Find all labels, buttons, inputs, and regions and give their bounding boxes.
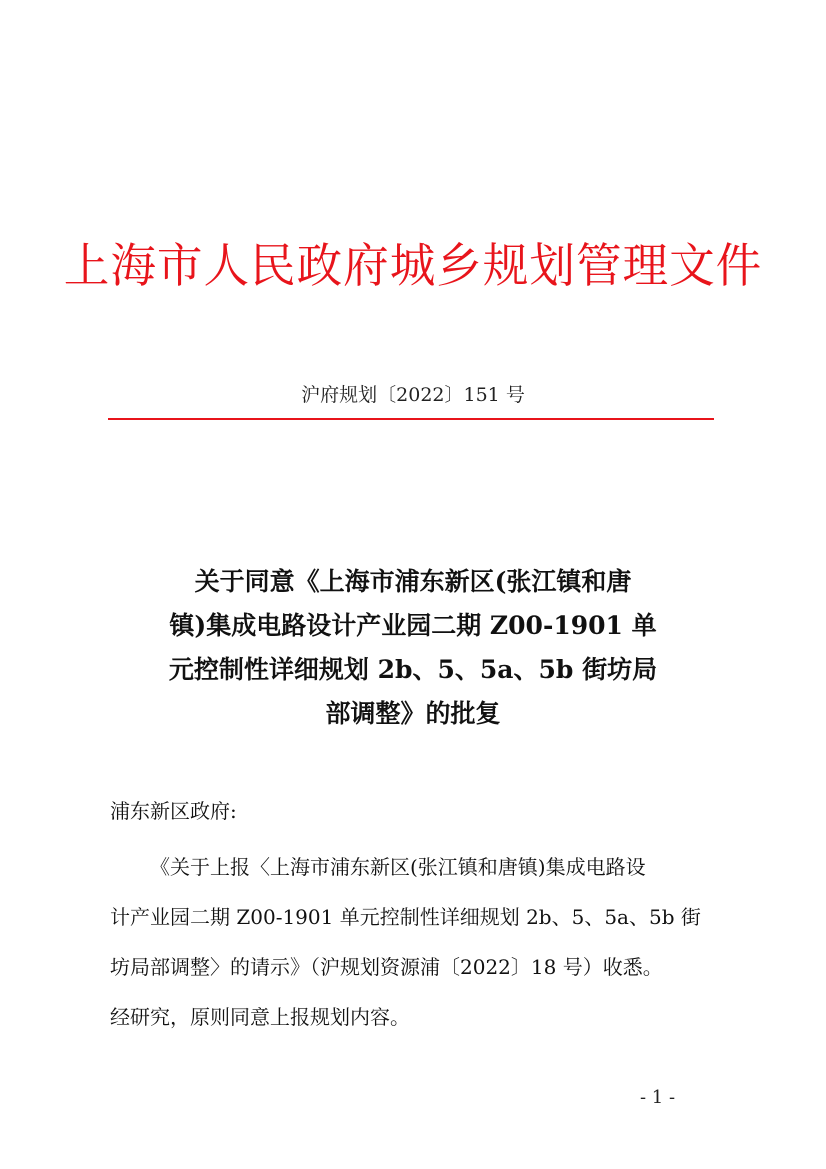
body-line: 坊局部调整〉的请示》（沪规划资源浦〔2022〕18 号）收悉。	[110, 955, 663, 979]
subject-line: 镇)集成电路设计产业园二期 Z00-1901 单	[169, 611, 657, 640]
body-paragraph	[110, 842, 716, 1042]
page-number: - 1 -	[640, 1087, 676, 1108]
body-line: 计产业园二期 Z00-1901 单元控制性详细规划 2b、5、5a、5b 街	[110, 905, 701, 929]
body-line: 经研究，原则同意上报规划内容。	[110, 1005, 410, 1029]
subject-line: 元控制性详细规划 2b、5、5a、5b 街坊局	[168, 655, 658, 684]
subject-line: 关于同意《上海市浦东新区(张江镇和唐	[194, 567, 632, 596]
header-divider-line	[108, 418, 714, 420]
addressee: 浦东新区政府:	[110, 799, 237, 823]
document-number: 沪府规划〔2022〕151 号	[301, 384, 525, 406]
document-subject-title	[100, 560, 726, 736]
document-header-title: 上海市人民政府城乡规划管理文件	[63, 239, 763, 294]
body-line: 《关于上报〈上海市浦东新区(张江镇和唐镇)集成电路设	[150, 855, 646, 879]
subject-line: 部调整》的批复	[325, 699, 501, 728]
